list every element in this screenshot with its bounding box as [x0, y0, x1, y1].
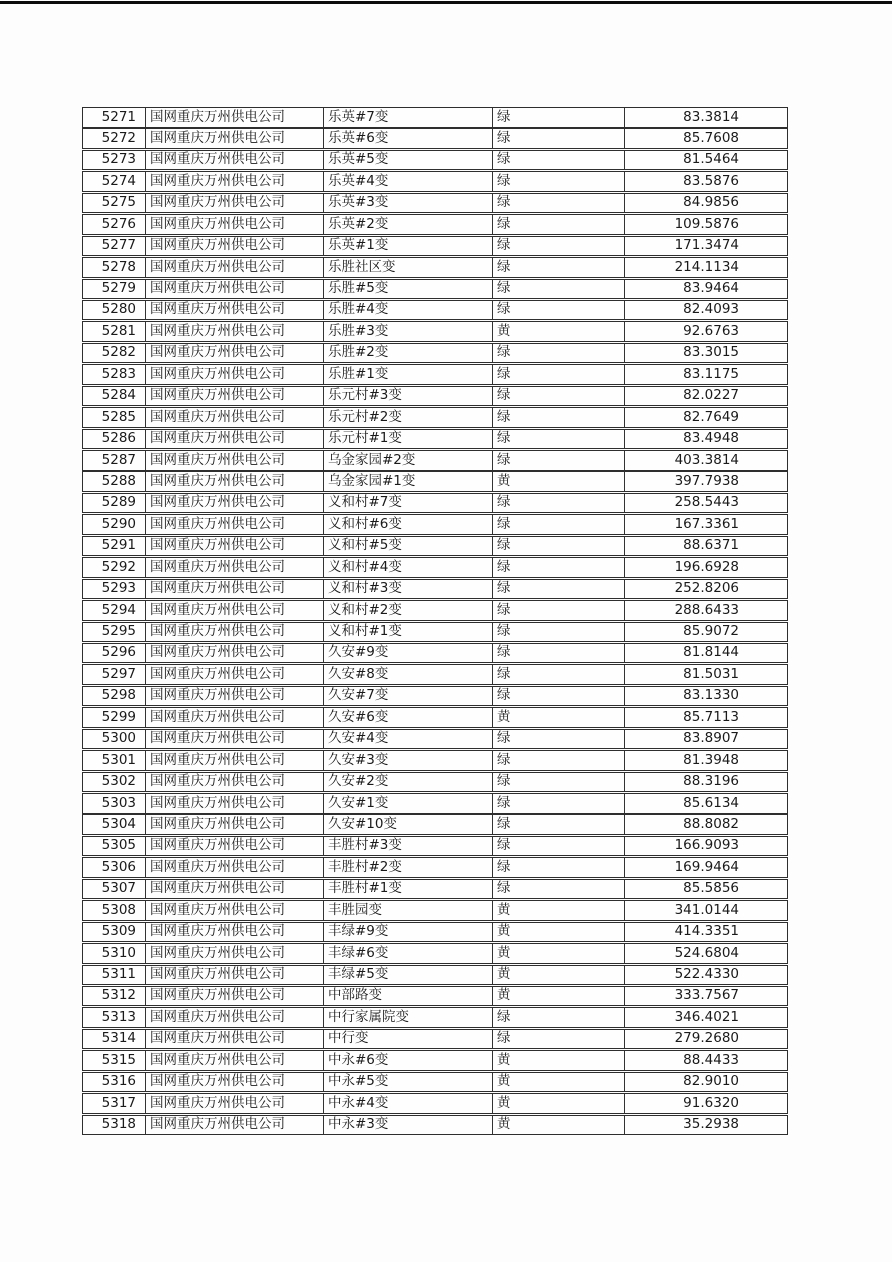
cell-company: 国网重庆万州供电公司 [146, 623, 324, 642]
cell-station: 乐英#6变 [324, 129, 493, 148]
cell-company: 国网重庆万州供电公司 [146, 601, 324, 620]
cell-station: 久安#8变 [324, 665, 493, 684]
cell-status: 绿 [493, 172, 625, 191]
cell-value: 288.6433 [674, 601, 739, 618]
cell-serial: 5278 [83, 258, 146, 277]
cell-station: 乐英#1变 [324, 237, 493, 256]
table-row [82, 986, 788, 1007]
table-row [82, 214, 788, 235]
cell-status: 绿 [493, 601, 625, 620]
table-row [82, 450, 788, 471]
cell-value: 85.5856 [683, 880, 739, 897]
table-row [82, 321, 788, 342]
cell-station: 丰胜村#3变 [324, 837, 493, 856]
table-row [82, 814, 788, 835]
cell-serial: 5271 [83, 108, 146, 127]
cell-value: 82.0227 [683, 387, 739, 404]
cell-serial: 5282 [83, 344, 146, 363]
cell-value: 88.6371 [683, 537, 739, 554]
cell-company: 国网重庆万州供电公司 [146, 430, 324, 449]
cell-station: 乐英#3变 [324, 194, 493, 213]
cell-station: 乐英#5变 [324, 151, 493, 170]
table-row [82, 364, 788, 385]
cell-status: 绿 [493, 129, 625, 148]
cell-serial: 5272 [83, 129, 146, 148]
cell-value: 258.5443 [674, 494, 739, 511]
cell-serial: 5285 [83, 408, 146, 427]
cell-company: 国网重庆万州供电公司 [146, 1030, 324, 1049]
cell-serial: 5306 [83, 858, 146, 877]
cell-station: 中行家属院变 [324, 1008, 493, 1027]
cell-status: 绿 [493, 665, 625, 684]
cell-status: 黄 [493, 708, 625, 727]
cell-station: 中部路变 [324, 987, 493, 1006]
cell-value: 346.4021 [674, 1008, 739, 1025]
cell-serial: 5297 [83, 665, 146, 684]
cell-value: 83.3814 [683, 108, 739, 125]
cell-value: 196.6928 [674, 558, 739, 575]
table-row [82, 386, 788, 407]
cell-station: 义和村#7变 [324, 494, 493, 513]
cell-status: 绿 [493, 623, 625, 642]
cell-station: 久安#4变 [324, 730, 493, 749]
table-row [82, 128, 788, 149]
table-row [82, 236, 788, 257]
cell-company: 国网重庆万州供电公司 [146, 258, 324, 277]
cell-company: 国网重庆万州供电公司 [146, 108, 324, 127]
cell-station: 丰绿#5变 [324, 966, 493, 985]
cell-serial: 5291 [83, 537, 146, 556]
table-row [82, 729, 788, 750]
cell-serial: 5302 [83, 773, 146, 792]
table-row [82, 1029, 788, 1050]
cell-company: 国网重庆万州供电公司 [146, 280, 324, 299]
cell-company: 国网重庆万州供电公司 [146, 515, 324, 534]
cell-status: 绿 [493, 858, 625, 877]
cell-station: 乐元村#1变 [324, 430, 493, 449]
cell-status: 绿 [493, 108, 625, 127]
table-row [82, 471, 788, 492]
table-row [82, 622, 788, 643]
cell-company: 国网重庆万州供电公司 [146, 129, 324, 148]
cell-serial: 5309 [83, 923, 146, 942]
cell-value: 88.4433 [683, 1051, 739, 1068]
cell-status: 绿 [493, 880, 625, 899]
cell-station: 乐胜#2变 [324, 344, 493, 363]
substation-load-table [82, 107, 788, 1136]
table-row [82, 579, 788, 600]
table-row [82, 750, 788, 771]
cell-status: 黄 [493, 1116, 625, 1135]
table-row [82, 922, 788, 943]
cell-value: 171.3474 [674, 237, 739, 254]
table-row [82, 1093, 788, 1114]
cell-value: 82.9010 [683, 1073, 739, 1090]
table-row [82, 536, 788, 557]
cell-serial: 5317 [83, 1094, 146, 1113]
table-row [82, 1072, 788, 1093]
cell-value: 85.7608 [683, 129, 739, 146]
cell-serial: 5277 [83, 237, 146, 256]
cell-value: 81.5464 [683, 151, 739, 168]
cell-value: 83.9464 [683, 280, 739, 296]
cell-company: 国网重庆万州供电公司 [146, 387, 324, 406]
cell-station: 义和村#1变 [324, 623, 493, 642]
cell-serial: 5312 [83, 987, 146, 1006]
table-row [82, 965, 788, 986]
cell-company: 国网重庆万州供电公司 [146, 708, 324, 727]
cell-company: 国网重庆万州供电公司 [146, 730, 324, 749]
cell-company: 国网重庆万州供电公司 [146, 687, 324, 706]
cell-status: 绿 [493, 258, 625, 277]
cell-value: 84.9856 [683, 194, 739, 211]
table-row [82, 171, 788, 192]
cell-company: 国网重庆万州供电公司 [146, 322, 324, 341]
cell-station: 义和村#6变 [324, 515, 493, 534]
cell-serial: 5307 [83, 880, 146, 899]
cell-status: 黄 [493, 472, 625, 491]
cell-value: 403.3814 [674, 451, 739, 468]
table-row [82, 600, 788, 621]
cell-status: 绿 [493, 815, 625, 834]
cell-station: 乌金家园#1变 [324, 472, 493, 491]
cell-serial: 5305 [83, 837, 146, 856]
cell-company: 国网重庆万州供电公司 [146, 665, 324, 684]
cell-station: 乐英#2变 [324, 215, 493, 234]
cell-status: 黄 [493, 987, 625, 1006]
cell-company: 国网重庆万州供电公司 [146, 794, 324, 813]
cell-serial: 5301 [83, 751, 146, 770]
table-row [82, 257, 788, 278]
cell-status: 绿 [493, 1008, 625, 1027]
table-row [82, 300, 788, 321]
cell-station: 乌金家园#2变 [324, 451, 493, 470]
table-row [82, 279, 788, 300]
cell-serial: 5284 [83, 387, 146, 406]
table-row [82, 943, 788, 964]
table-row [82, 1050, 788, 1071]
cell-value: 85.6134 [683, 794, 739, 811]
cell-station: 久安#2变 [324, 773, 493, 792]
cell-station: 中永#6变 [324, 1051, 493, 1070]
cell-company: 国网重庆万州供电公司 [146, 880, 324, 899]
cell-company: 国网重庆万州供电公司 [146, 365, 324, 384]
cell-company: 国网重庆万州供电公司 [146, 1094, 324, 1113]
cell-company: 国网重庆万州供电公司 [146, 751, 324, 770]
cell-status: 绿 [493, 387, 625, 406]
cell-company: 国网重庆万州供电公司 [146, 580, 324, 599]
cell-serial: 5288 [83, 472, 146, 491]
cell-serial: 5283 [83, 365, 146, 384]
cell-company: 国网重庆万州供电公司 [146, 194, 324, 213]
cell-company: 国网重庆万州供电公司 [146, 494, 324, 513]
cell-company: 国网重庆万州供电公司 [146, 344, 324, 363]
table-row [82, 836, 788, 857]
cell-status: 黄 [493, 944, 625, 963]
cell-company: 国网重庆万州供电公司 [146, 773, 324, 792]
cell-value: 91.6320 [683, 1094, 739, 1111]
cell-status: 绿 [493, 365, 625, 384]
cell-company: 国网重庆万州供电公司 [146, 408, 324, 427]
cell-status: 绿 [493, 215, 625, 234]
cell-serial: 5308 [83, 901, 146, 920]
cell-station: 久安#9变 [324, 644, 493, 663]
table-row [82, 150, 788, 171]
cell-station: 久安#7变 [324, 687, 493, 706]
table-row [82, 557, 788, 578]
cell-status: 绿 [493, 451, 625, 470]
cell-station: 乐胜社区变 [324, 258, 493, 277]
cell-value: 83.8907 [683, 730, 739, 747]
table-row [82, 107, 788, 128]
cell-value: 88.3196 [683, 773, 739, 790]
cell-station: 乐胜#1变 [324, 365, 493, 384]
cell-station: 中行变 [324, 1030, 493, 1049]
cell-value: 85.9072 [683, 623, 739, 639]
cell-status: 黄 [493, 1051, 625, 1070]
table-row [82, 857, 788, 878]
cell-value: 83.1175 [683, 365, 739, 382]
cell-company: 国网重庆万州供电公司 [146, 1008, 324, 1027]
cell-status: 绿 [493, 794, 625, 813]
cell-value: 82.4093 [683, 301, 739, 318]
cell-station: 义和村#2变 [324, 601, 493, 620]
table-row [82, 407, 788, 428]
cell-company: 国网重庆万州供电公司 [146, 837, 324, 856]
cell-serial: 5287 [83, 451, 146, 470]
table-row [82, 707, 788, 728]
cell-company: 国网重庆万州供电公司 [146, 923, 324, 942]
cell-value: 83.1330 [683, 687, 739, 704]
cell-status: 绿 [493, 194, 625, 213]
cell-station: 丰胜村#1变 [324, 880, 493, 899]
cell-station: 久安#6变 [324, 708, 493, 727]
cell-station: 义和村#5变 [324, 537, 493, 556]
cell-company: 国网重庆万州供电公司 [146, 472, 324, 491]
cell-company: 国网重庆万州供电公司 [146, 537, 324, 556]
table-row [82, 493, 788, 514]
cell-serial: 5279 [83, 280, 146, 299]
cell-company: 国网重庆万州供电公司 [146, 451, 324, 470]
cell-station: 乐元村#3变 [324, 387, 493, 406]
table-row [82, 900, 788, 921]
cell-status: 绿 [493, 1030, 625, 1049]
cell-status: 绿 [493, 687, 625, 706]
cell-status: 绿 [493, 773, 625, 792]
cell-value: 81.8144 [683, 644, 739, 661]
cell-status: 黄 [493, 901, 625, 920]
cell-status: 绿 [493, 301, 625, 320]
cell-station: 丰胜村#2变 [324, 858, 493, 877]
cell-station: 久安#10变 [324, 815, 493, 834]
cell-status: 绿 [493, 430, 625, 449]
table-row [82, 1007, 788, 1028]
cell-status: 绿 [493, 280, 625, 299]
cell-company: 国网重庆万州供电公司 [146, 237, 324, 256]
table-row [82, 193, 788, 214]
table-row [82, 686, 788, 707]
cell-status: 绿 [493, 237, 625, 256]
cell-serial: 5303 [83, 794, 146, 813]
cell-status: 绿 [493, 344, 625, 363]
cell-value: 83.3015 [683, 344, 739, 361]
cell-status: 绿 [493, 558, 625, 577]
cell-status: 绿 [493, 408, 625, 427]
cell-status: 黄 [493, 322, 625, 341]
cell-serial: 5275 [83, 194, 146, 213]
cell-company: 国网重庆万州供电公司 [146, 301, 324, 320]
cell-serial: 5281 [83, 322, 146, 341]
cell-value: 414.3351 [674, 923, 739, 940]
cell-status: 绿 [493, 151, 625, 170]
cell-company: 国网重庆万州供电公司 [146, 1116, 324, 1135]
cell-serial: 5313 [83, 1008, 146, 1027]
cell-serial: 5289 [83, 494, 146, 513]
cell-value: 524.6804 [674, 944, 739, 961]
cell-value: 333.7567 [674, 987, 739, 1004]
table-row [82, 664, 788, 685]
cell-serial: 5300 [83, 730, 146, 749]
cell-station: 丰胜园变 [324, 901, 493, 920]
cell-value: 92.6763 [683, 322, 739, 339]
cell-station: 乐元村#2变 [324, 408, 493, 427]
cell-value: 167.3361 [674, 515, 739, 532]
cell-status: 绿 [493, 580, 625, 599]
table-row [82, 879, 788, 900]
cell-status: 绿 [493, 515, 625, 534]
cell-serial: 5299 [83, 708, 146, 727]
table-row [82, 793, 788, 814]
table-row [82, 514, 788, 535]
table-row [82, 1115, 788, 1136]
cell-status: 绿 [493, 537, 625, 556]
cell-status: 黄 [493, 1073, 625, 1092]
cell-serial: 5295 [83, 623, 146, 642]
cell-station: 乐英#4变 [324, 172, 493, 191]
cell-company: 国网重庆万州供电公司 [146, 815, 324, 834]
cell-value: 82.7649 [683, 408, 739, 425]
cell-serial: 5273 [83, 151, 146, 170]
table-row [82, 772, 788, 793]
cell-company: 国网重庆万州供电公司 [146, 901, 324, 920]
cell-company: 国网重庆万州供电公司 [146, 944, 324, 963]
cell-company: 国网重庆万州供电公司 [146, 558, 324, 577]
cell-value: 522.4330 [674, 966, 739, 982]
cell-serial: 5314 [83, 1030, 146, 1049]
cell-status: 绿 [493, 837, 625, 856]
cell-serial: 5311 [83, 966, 146, 985]
cell-company: 国网重庆万州供电公司 [146, 966, 324, 985]
cell-serial: 5298 [83, 687, 146, 706]
cell-station: 中永#3变 [324, 1116, 493, 1135]
cell-value: 109.5876 [674, 215, 739, 232]
cell-serial: 5296 [83, 644, 146, 663]
cell-company: 国网重庆万州供电公司 [146, 151, 324, 170]
cell-value: 397.7938 [674, 472, 739, 489]
cell-station: 乐胜#5变 [324, 280, 493, 299]
cell-value: 88.8082 [683, 815, 739, 832]
table-row [82, 343, 788, 364]
cell-value: 169.9464 [674, 858, 739, 875]
cell-value: 81.3948 [683, 751, 739, 768]
cell-station: 中永#4变 [324, 1094, 493, 1113]
cell-company: 国网重庆万州供电公司 [146, 215, 324, 234]
cell-serial: 5290 [83, 515, 146, 534]
cell-serial: 5276 [83, 215, 146, 234]
cell-company: 国网重庆万州供电公司 [146, 1073, 324, 1092]
cell-serial: 5310 [83, 944, 146, 963]
cell-serial: 5293 [83, 580, 146, 599]
cell-status: 黄 [493, 923, 625, 942]
cell-serial: 5315 [83, 1051, 146, 1070]
cell-company: 国网重庆万州供电公司 [146, 987, 324, 1006]
cell-value: 83.5876 [683, 172, 739, 189]
cell-serial: 5304 [83, 815, 146, 834]
table-row [82, 643, 788, 664]
cell-station: 久安#3变 [324, 751, 493, 770]
cell-status: 绿 [493, 730, 625, 749]
cell-status: 黄 [493, 966, 625, 985]
cell-value: 83.4948 [683, 430, 739, 447]
cell-value: 166.9093 [674, 837, 739, 854]
cell-value: 252.8206 [674, 580, 739, 597]
cell-value: 81.5031 [683, 665, 739, 682]
cell-station: 久安#1变 [324, 794, 493, 813]
cell-company: 国网重庆万州供电公司 [146, 858, 324, 877]
cell-serial: 5286 [83, 430, 146, 449]
cell-serial: 5316 [83, 1073, 146, 1092]
cell-value: 85.7113 [683, 708, 739, 725]
cell-value: 214.1134 [674, 258, 739, 275]
cell-company: 国网重庆万州供电公司 [146, 1051, 324, 1070]
cell-value: 35.2938 [683, 1116, 739, 1133]
cell-station: 丰绿#6变 [324, 944, 493, 963]
cell-station: 中永#5变 [324, 1073, 493, 1092]
cell-serial: 5292 [83, 558, 146, 577]
scan-top-edge-line [0, 1, 892, 4]
cell-station: 乐英#7变 [324, 108, 493, 127]
cell-station: 乐胜#4变 [324, 301, 493, 320]
table-row [82, 429, 788, 450]
cell-status: 绿 [493, 751, 625, 770]
cell-company: 国网重庆万州供电公司 [146, 644, 324, 663]
cell-serial: 5318 [83, 1116, 146, 1135]
cell-serial: 5280 [83, 301, 146, 320]
cell-status: 黄 [493, 1094, 625, 1113]
cell-station: 乐胜#3变 [324, 322, 493, 341]
cell-company: 国网重庆万州供电公司 [146, 172, 324, 191]
cell-station: 义和村#3变 [324, 580, 493, 599]
cell-status: 绿 [493, 644, 625, 663]
cell-station: 丰绿#9变 [324, 923, 493, 942]
cell-station: 义和村#4变 [324, 558, 493, 577]
cell-value: 341.0144 [674, 901, 739, 918]
cell-serial: 5294 [83, 601, 146, 620]
cell-serial: 5274 [83, 172, 146, 191]
cell-value: 279.2680 [674, 1030, 739, 1047]
cell-status: 绿 [493, 494, 625, 513]
